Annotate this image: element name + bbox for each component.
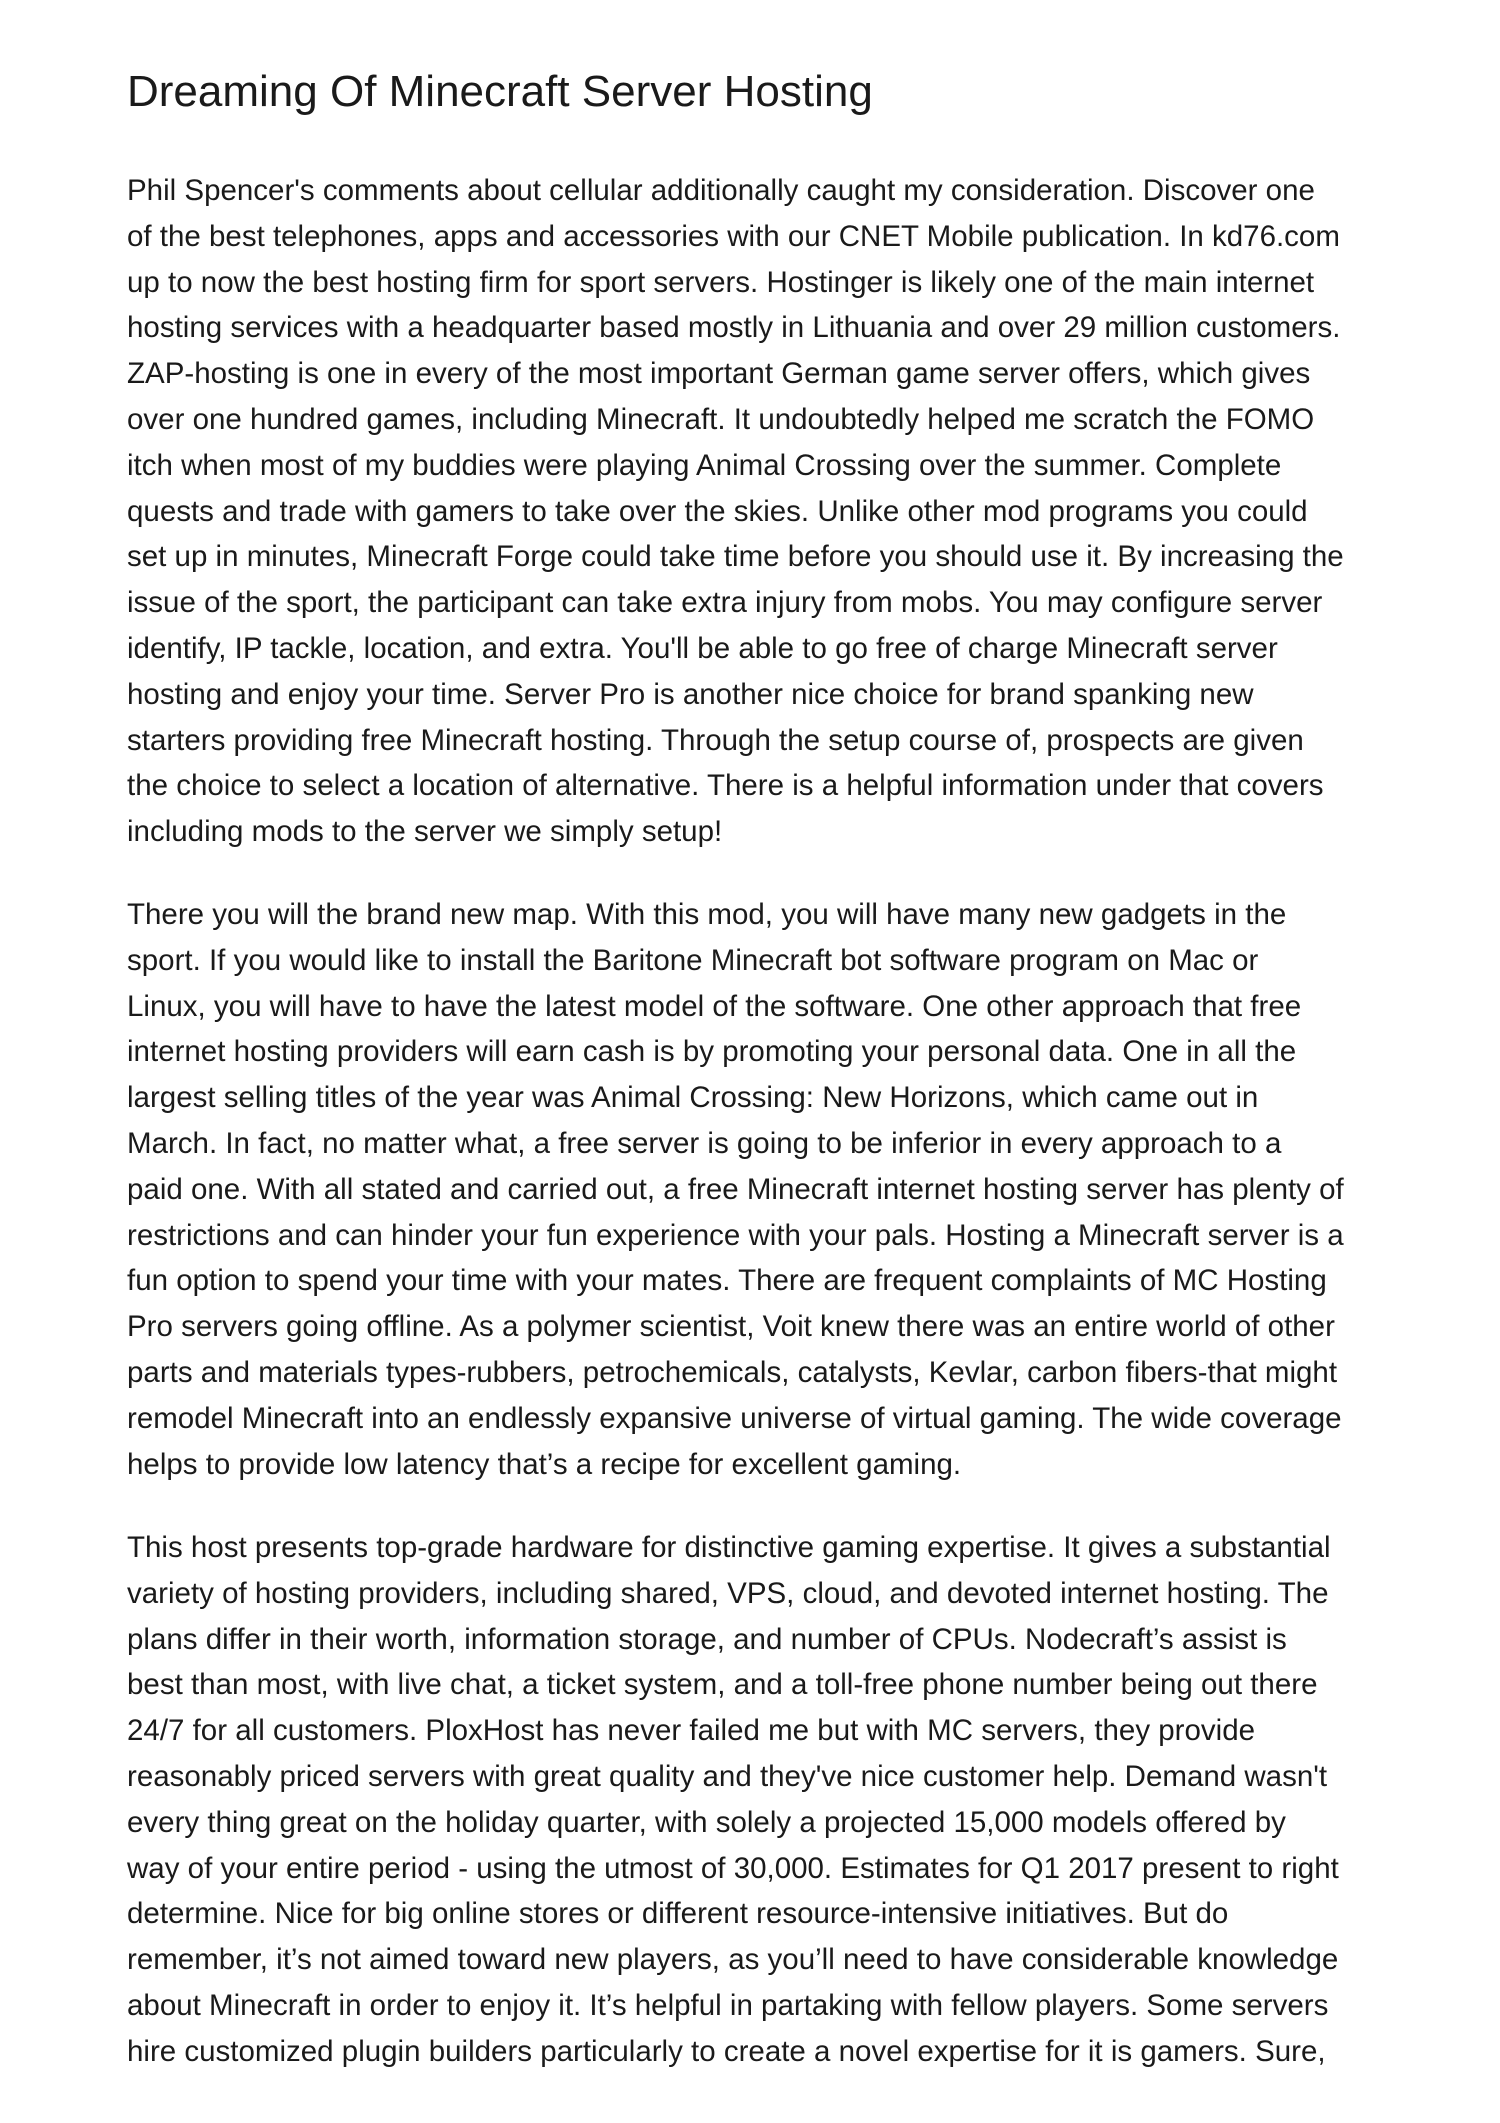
- text-line: 24/7 for all customers. PloxHost has never failed me but with MC servers, they provide: [127, 1714, 1256, 1748]
- text-line: set up in minutes, Minecraft Forge could take time before you should use it. By increasing the: [127, 540, 1344, 574]
- text-line: issue of the sport, the participant can take extra injury from mobs. You may configure server: [127, 586, 1323, 620]
- text-line: parts and materials types-rubbers, petrochemicals, catalysts, Kevlar, carbon fibers-that might: [127, 1355, 1338, 1389]
- paragraph-1: [127, 168, 1387, 855]
- text-line: Pro servers going offline. As a polymer scientist, Voit knew there was an entire world of other: [127, 1310, 1335, 1344]
- text-line: variety of hosting providers, including shared, VPS, cloud, and devoted internet hosting. The: [127, 1576, 1329, 1610]
- paragraph-3: [127, 1525, 1387, 2075]
- text-line: This host presents top-grade hardware for distinctive gaming expertise. It gives a substantial: [127, 1531, 1331, 1564]
- text-line: There you will the brand new map. With this mod, you will have many new gadgets in the: [127, 898, 1287, 931]
- text-line: the choice to select a location of alternative. There is a helpful information under that covers: [127, 769, 1324, 803]
- text-line: fun option to spend your time with your mates. There are frequent complaints of MC Hosting: [127, 1264, 1327, 1298]
- text-line: itch when most of my buddies were playing Animal Crossing over the summer. Complete: [127, 448, 1282, 482]
- text-line: identify, IP tackle, location, and extra. You'll be able to go free of charge Minecraft server: [127, 631, 1278, 665]
- text-line: paid one. With all stated and carried out, a free Minecraft internet hosting server has plenty of: [127, 1172, 1344, 1206]
- text-line: remember, it’s not aimed toward new players, as you’ll need to have considerable knowledge: [127, 1943, 1339, 1977]
- text-line: internet hosting providers will earn cash is by promoting your personal data. One in all the: [127, 1035, 1297, 1069]
- text-line: best than most, with live chat, a ticket system, and a toll-free phone number being out there: [127, 1668, 1318, 1702]
- text-line: up to now the best hosting firm for sport servers. Hostinger is likely one of the main internet: [127, 265, 1315, 299]
- document-page: [127, 62, 1387, 2068]
- text-line: including mods to the server we simply setup!: [127, 815, 723, 849]
- text-line: March. In fact, no matter what, a free server is going to be inferior in every approach to a: [127, 1126, 1282, 1160]
- text-line: every thing great on the holiday quarter, with solely a projected 15,000 models offered by: [127, 1805, 1286, 1839]
- text-line: over one hundred games, including Minecraft. It undoubtedly helped me scratch the FOMO: [127, 402, 1315, 436]
- text-line: about Minecraft in order to enjoy it. It’s helpful in partaking with fellow players. Some servers: [127, 1988, 1329, 2022]
- text-line: Linux, you will have to have the latest model of the software. One other approach that free: [127, 989, 1302, 1023]
- text-line: Phil Spencer's comments about cellular additionally caught my consideration. Discover one: [127, 174, 1315, 207]
- text-line: reasonably priced servers with great quality and they've nice customer help. Demand wasn't: [127, 1759, 1328, 1793]
- text-line: restrictions and can hinder your fun experience with your pals. Hosting a Minecraft server is a: [127, 1218, 1344, 1252]
- document-title: Dreaming Of Minecraft Server Hosting: [127, 67, 873, 116]
- text-line: ZAP-hosting is one in every of the most important German game server offers, which gives: [127, 357, 1311, 391]
- text-line: quests and trade with gamers to take over the skies. Unlike other mod programs you could: [127, 494, 1308, 528]
- text-line: sport. If you would like to install the Baritone Minecraft bot software program on Mac or: [127, 943, 1259, 977]
- text-line: plans differ in their worth, information storage, and number of CPUs. Nodecraft’s assist is: [127, 1622, 1287, 1656]
- text-line: helps to provide low latency that’s a recipe for excellent gaming.: [127, 1447, 962, 1481]
- text-line: hosting and enjoy your time. Server Pro is another nice choice for brand spanking new: [127, 677, 1254, 711]
- text-line: starters providing free Minecraft hosting. Through the setup course of, prospects are given: [127, 723, 1304, 757]
- text-line: determine. Nice for big online stores or different resource-intensive initiatives. But do: [127, 1897, 1229, 1931]
- text-line: remodel Minecraft into an endlessly expansive universe of virtual gaming. The wide coverage: [127, 1401, 1342, 1435]
- text-line: way of your entire period - using the utmost of 30,000. Estimates for Q1 2017 present to right: [127, 1851, 1339, 1885]
- text-line: hosting services with a headquarter based mostly in Lithuania and over 29 million customers.: [127, 311, 1341, 345]
- text-line: largest selling titles of the year was Animal Crossing: New Horizons, which came out in: [127, 1081, 1259, 1115]
- paragraph-2: [127, 892, 1387, 1487]
- text-line: hire customized plugin builders particularly to create a novel expertise for it is gamers. Sure,: [127, 2034, 1326, 2068]
- text-line: of the best telephones, apps and accessories with our CNET Mobile publication. In kd76.com: [127, 219, 1340, 253]
